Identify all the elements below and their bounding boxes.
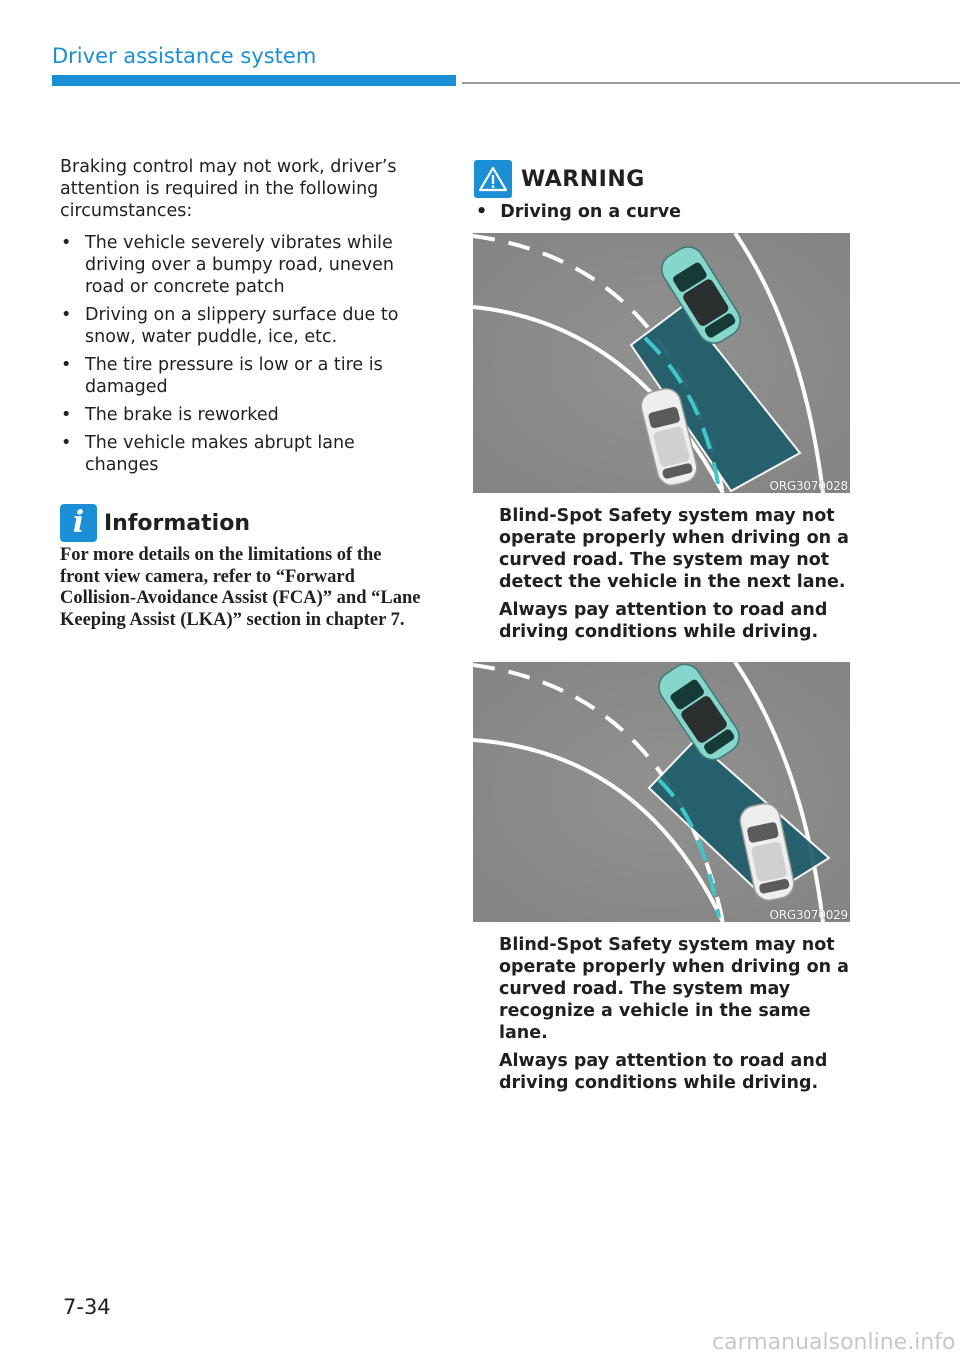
curve-illustration-next-lane xyxy=(473,233,850,493)
page-number: 7-34 xyxy=(63,1295,111,1319)
warning-bullet-text: Driving on a curve xyxy=(500,202,682,222)
header-accent-bar xyxy=(52,75,456,86)
list-item xyxy=(60,432,422,476)
curve-illustration-same-lane xyxy=(473,662,850,922)
bullet-glyph: • xyxy=(61,305,72,325)
limitations-list xyxy=(60,232,422,476)
warning-bullet xyxy=(476,202,681,222)
caption-text: Blind-Spot Safety system may not operate properly when driving on a curved road. The system may recognize a vehicle in the same lane. xyxy=(499,935,849,1043)
list-item-text: The vehicle severely vibrates while driving over a bumpy road, uneven road or concrete patch xyxy=(85,233,394,297)
caption-text: Blind-Spot Safety system may not operate properly when driving on a curved road. The system may not detect the vehicle in the next lane. xyxy=(499,506,849,592)
information-header xyxy=(60,503,250,543)
caption-advice: Always pay attention to road and driving conditions while driving. xyxy=(499,600,828,642)
list-item-text: The brake is reworked xyxy=(85,405,279,425)
list-item xyxy=(60,304,422,348)
figure-caption xyxy=(499,505,851,649)
caption-advice: Always pay attention to road and driving conditions while driving. xyxy=(499,1051,828,1093)
list-item-text: The vehicle makes abrupt lane changes xyxy=(85,433,355,475)
information-body: For more details on the limitations of the front view camera, refer to “Forward Collision-Avoidance Assist (FCA)” and “Lane Keeping Assist (LKA)” section in chapter 7. xyxy=(60,545,421,630)
header-rule xyxy=(462,82,960,84)
watermark: carmanualsonline.info xyxy=(712,1330,956,1355)
braking-limitations xyxy=(60,156,422,482)
bullet-glyph: • xyxy=(61,355,72,375)
bullet-glyph: • xyxy=(61,405,72,425)
bullet-glyph: • xyxy=(476,202,488,222)
info-icon: i xyxy=(60,504,97,542)
figure-code: ORG3070029 xyxy=(769,908,848,922)
information-title: Information xyxy=(104,510,250,536)
bullet-glyph: • xyxy=(61,233,72,253)
list-item xyxy=(60,354,422,398)
list-item xyxy=(60,404,422,426)
list-item-text: The tire pressure is low or a tire is damaged xyxy=(85,355,383,397)
figure-caption xyxy=(499,934,851,1100)
list-item xyxy=(60,232,422,298)
list-item-text: Driving on a slippery surface due to snow, water puddle, ice, etc. xyxy=(85,305,399,347)
intro-text: Braking control may not work, driver’s attention is required in the following circumstances: xyxy=(60,157,397,221)
warning-header xyxy=(474,160,645,198)
warning-triangle-icon xyxy=(474,160,512,198)
warning-title: WARNING xyxy=(521,166,645,192)
section-title: Driver assistance system xyxy=(52,44,317,68)
figure-code: ORG3070028 xyxy=(769,479,848,493)
bullet-glyph: • xyxy=(61,433,72,453)
